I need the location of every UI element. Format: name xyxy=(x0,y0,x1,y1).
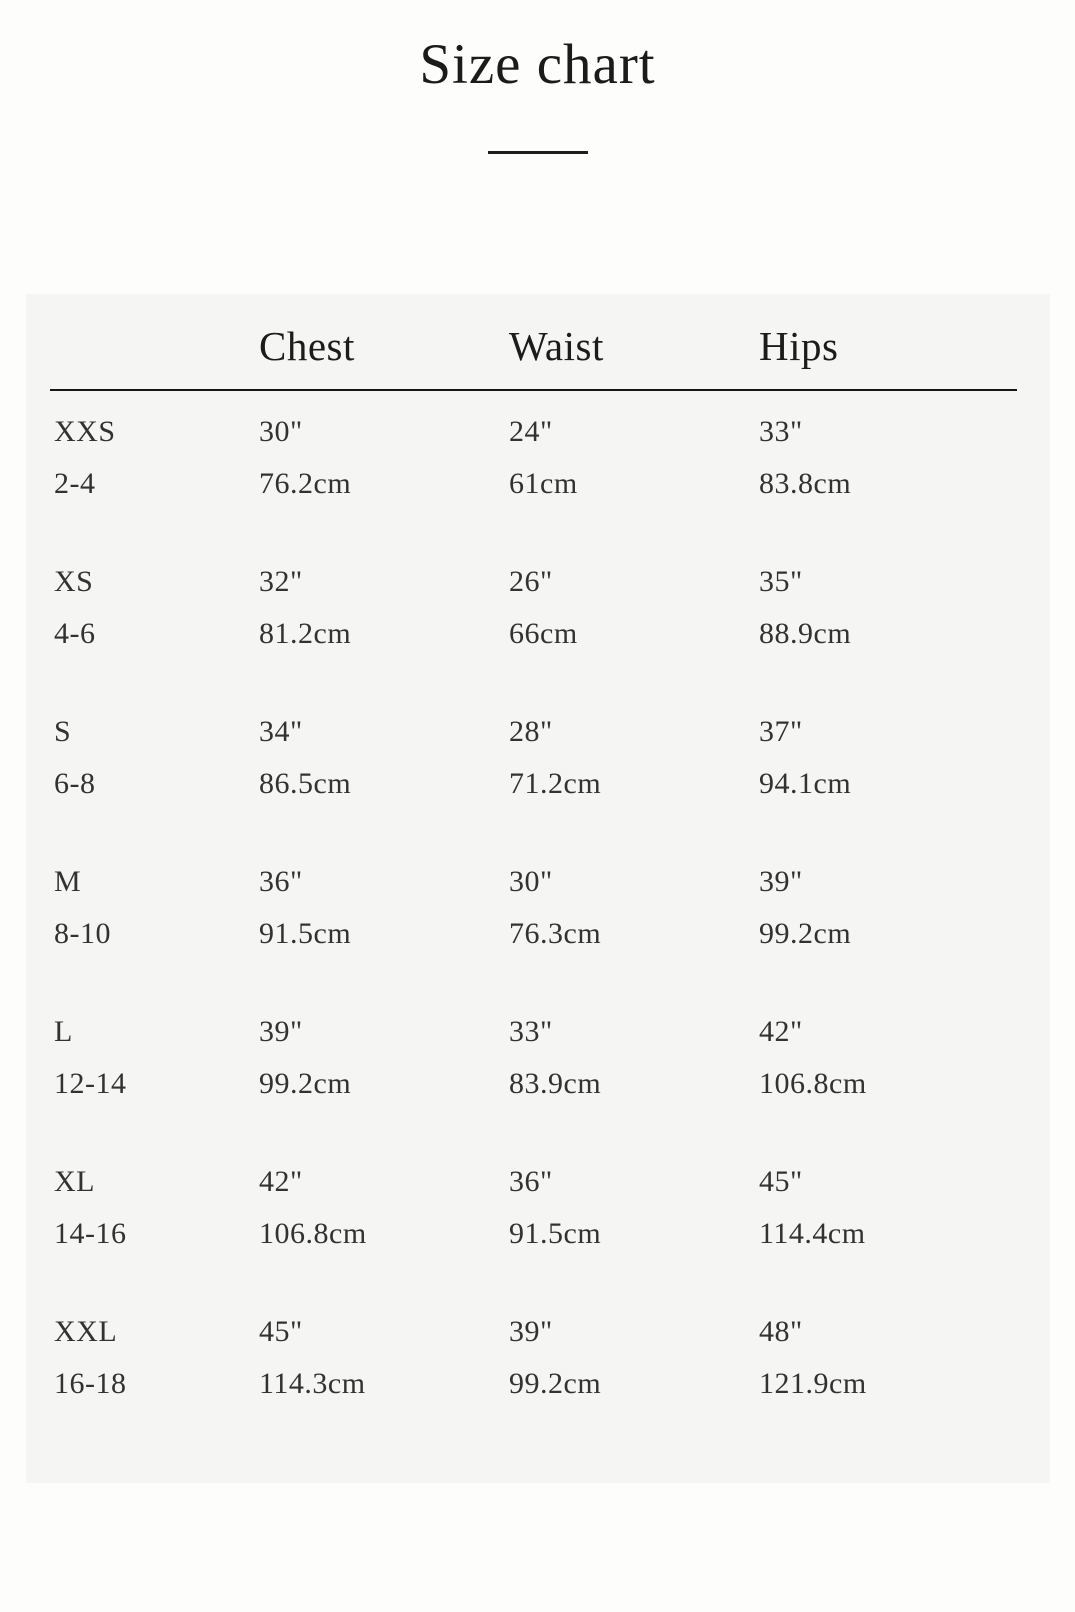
cm-line xyxy=(54,1213,1028,1255)
size-row-xxl xyxy=(54,1311,1028,1405)
size-range-label: 8-10 xyxy=(54,917,111,950)
page-title: Size chart xyxy=(419,33,656,96)
column-header-hips: Hips xyxy=(759,323,839,369)
hips-inches-value: 39" xyxy=(759,865,803,898)
waist-cm-value: 91.5cm xyxy=(509,1217,602,1250)
chest-cm-value: 81.2cm xyxy=(259,617,352,650)
size-label: XXS xyxy=(54,415,116,448)
header-underline xyxy=(50,389,1017,391)
size-range-label: 16-18 xyxy=(54,1367,127,1400)
table-header-row xyxy=(54,322,1028,370)
size-row-s xyxy=(54,711,1028,805)
waist-inches-value: 24" xyxy=(509,415,553,448)
size-row-xs xyxy=(54,561,1028,655)
waist-inches-value: 28" xyxy=(509,715,553,748)
size-range-label: 2-4 xyxy=(54,467,96,500)
size-range-label: 12-14 xyxy=(54,1067,127,1100)
size-label: XL xyxy=(54,1165,95,1198)
cm-line xyxy=(54,1363,1028,1405)
cm-line xyxy=(54,913,1028,955)
column-header-chest: Chest xyxy=(259,323,355,369)
hips-cm-value: 99.2cm xyxy=(759,917,852,950)
size-row-xxs xyxy=(54,411,1028,505)
cm-line xyxy=(54,763,1028,805)
chest-inches-value: 32" xyxy=(259,565,303,598)
waist-cm-value: 66cm xyxy=(509,617,578,650)
size-chart-panel xyxy=(26,294,1050,1483)
inches-line xyxy=(54,1011,1028,1053)
title-divider xyxy=(488,151,588,154)
waist-inches-value: 36" xyxy=(509,1165,553,1198)
size-range-label: 6-8 xyxy=(54,767,96,800)
waist-inches-value: 33" xyxy=(509,1015,553,1048)
hips-inches-value: 37" xyxy=(759,715,803,748)
size-range-label: 4-6 xyxy=(54,617,96,650)
inches-line xyxy=(54,711,1028,753)
chest-cm-value: 114.3cm xyxy=(259,1367,366,1400)
column-header-waist: Waist xyxy=(509,323,604,369)
hips-inches-value: 42" xyxy=(759,1015,803,1048)
waist-cm-value: 76.3cm xyxy=(509,917,602,950)
waist-inches-value: 39" xyxy=(509,1315,553,1348)
waist-cm-value: 83.9cm xyxy=(509,1067,602,1100)
size-label: XXL xyxy=(54,1315,118,1348)
chest-cm-value: 86.5cm xyxy=(259,767,352,800)
hips-cm-value: 121.9cm xyxy=(759,1367,867,1400)
chest-inches-value: 30" xyxy=(259,415,303,448)
chest-cm-value: 76.2cm xyxy=(259,467,352,500)
inches-line xyxy=(54,1311,1028,1353)
size-label: S xyxy=(54,715,72,748)
chest-inches-value: 45" xyxy=(259,1315,303,1348)
cm-line xyxy=(54,463,1028,505)
waist-cm-value: 61cm xyxy=(509,467,578,500)
hips-cm-value: 83.8cm xyxy=(759,467,852,500)
chest-cm-value: 99.2cm xyxy=(259,1067,352,1100)
size-row-m xyxy=(54,861,1028,955)
chest-inches-value: 34" xyxy=(259,715,303,748)
size-label: L xyxy=(54,1015,73,1048)
cm-line xyxy=(54,1063,1028,1105)
hips-inches-value: 45" xyxy=(759,1165,803,1198)
waist-cm-value: 71.2cm xyxy=(509,767,602,800)
hips-inches-value: 35" xyxy=(759,565,803,598)
hips-inches-value: 48" xyxy=(759,1315,803,1348)
hips-inches-value: 33" xyxy=(759,415,803,448)
hips-cm-value: 106.8cm xyxy=(759,1067,867,1100)
inches-line xyxy=(54,561,1028,603)
inches-line xyxy=(54,411,1028,453)
size-label: M xyxy=(54,865,82,898)
hips-cm-value: 88.9cm xyxy=(759,617,852,650)
chest-inches-value: 36" xyxy=(259,865,303,898)
waist-inches-value: 26" xyxy=(509,565,553,598)
inches-line xyxy=(54,861,1028,903)
size-range-label: 14-16 xyxy=(54,1217,127,1250)
cm-line xyxy=(54,613,1028,655)
inches-line xyxy=(54,1161,1028,1203)
chest-inches-value: 39" xyxy=(259,1015,303,1048)
chest-inches-value: 42" xyxy=(259,1165,303,1198)
size-row-xl xyxy=(54,1161,1028,1255)
hips-cm-value: 114.4cm xyxy=(759,1217,866,1250)
size-row-l xyxy=(54,1011,1028,1105)
chest-cm-value: 91.5cm xyxy=(259,917,352,950)
waist-cm-value: 99.2cm xyxy=(509,1367,602,1400)
waist-inches-value: 30" xyxy=(509,865,553,898)
size-label: XS xyxy=(54,565,94,598)
chest-cm-value: 106.8cm xyxy=(259,1217,367,1250)
hips-cm-value: 94.1cm xyxy=(759,767,852,800)
